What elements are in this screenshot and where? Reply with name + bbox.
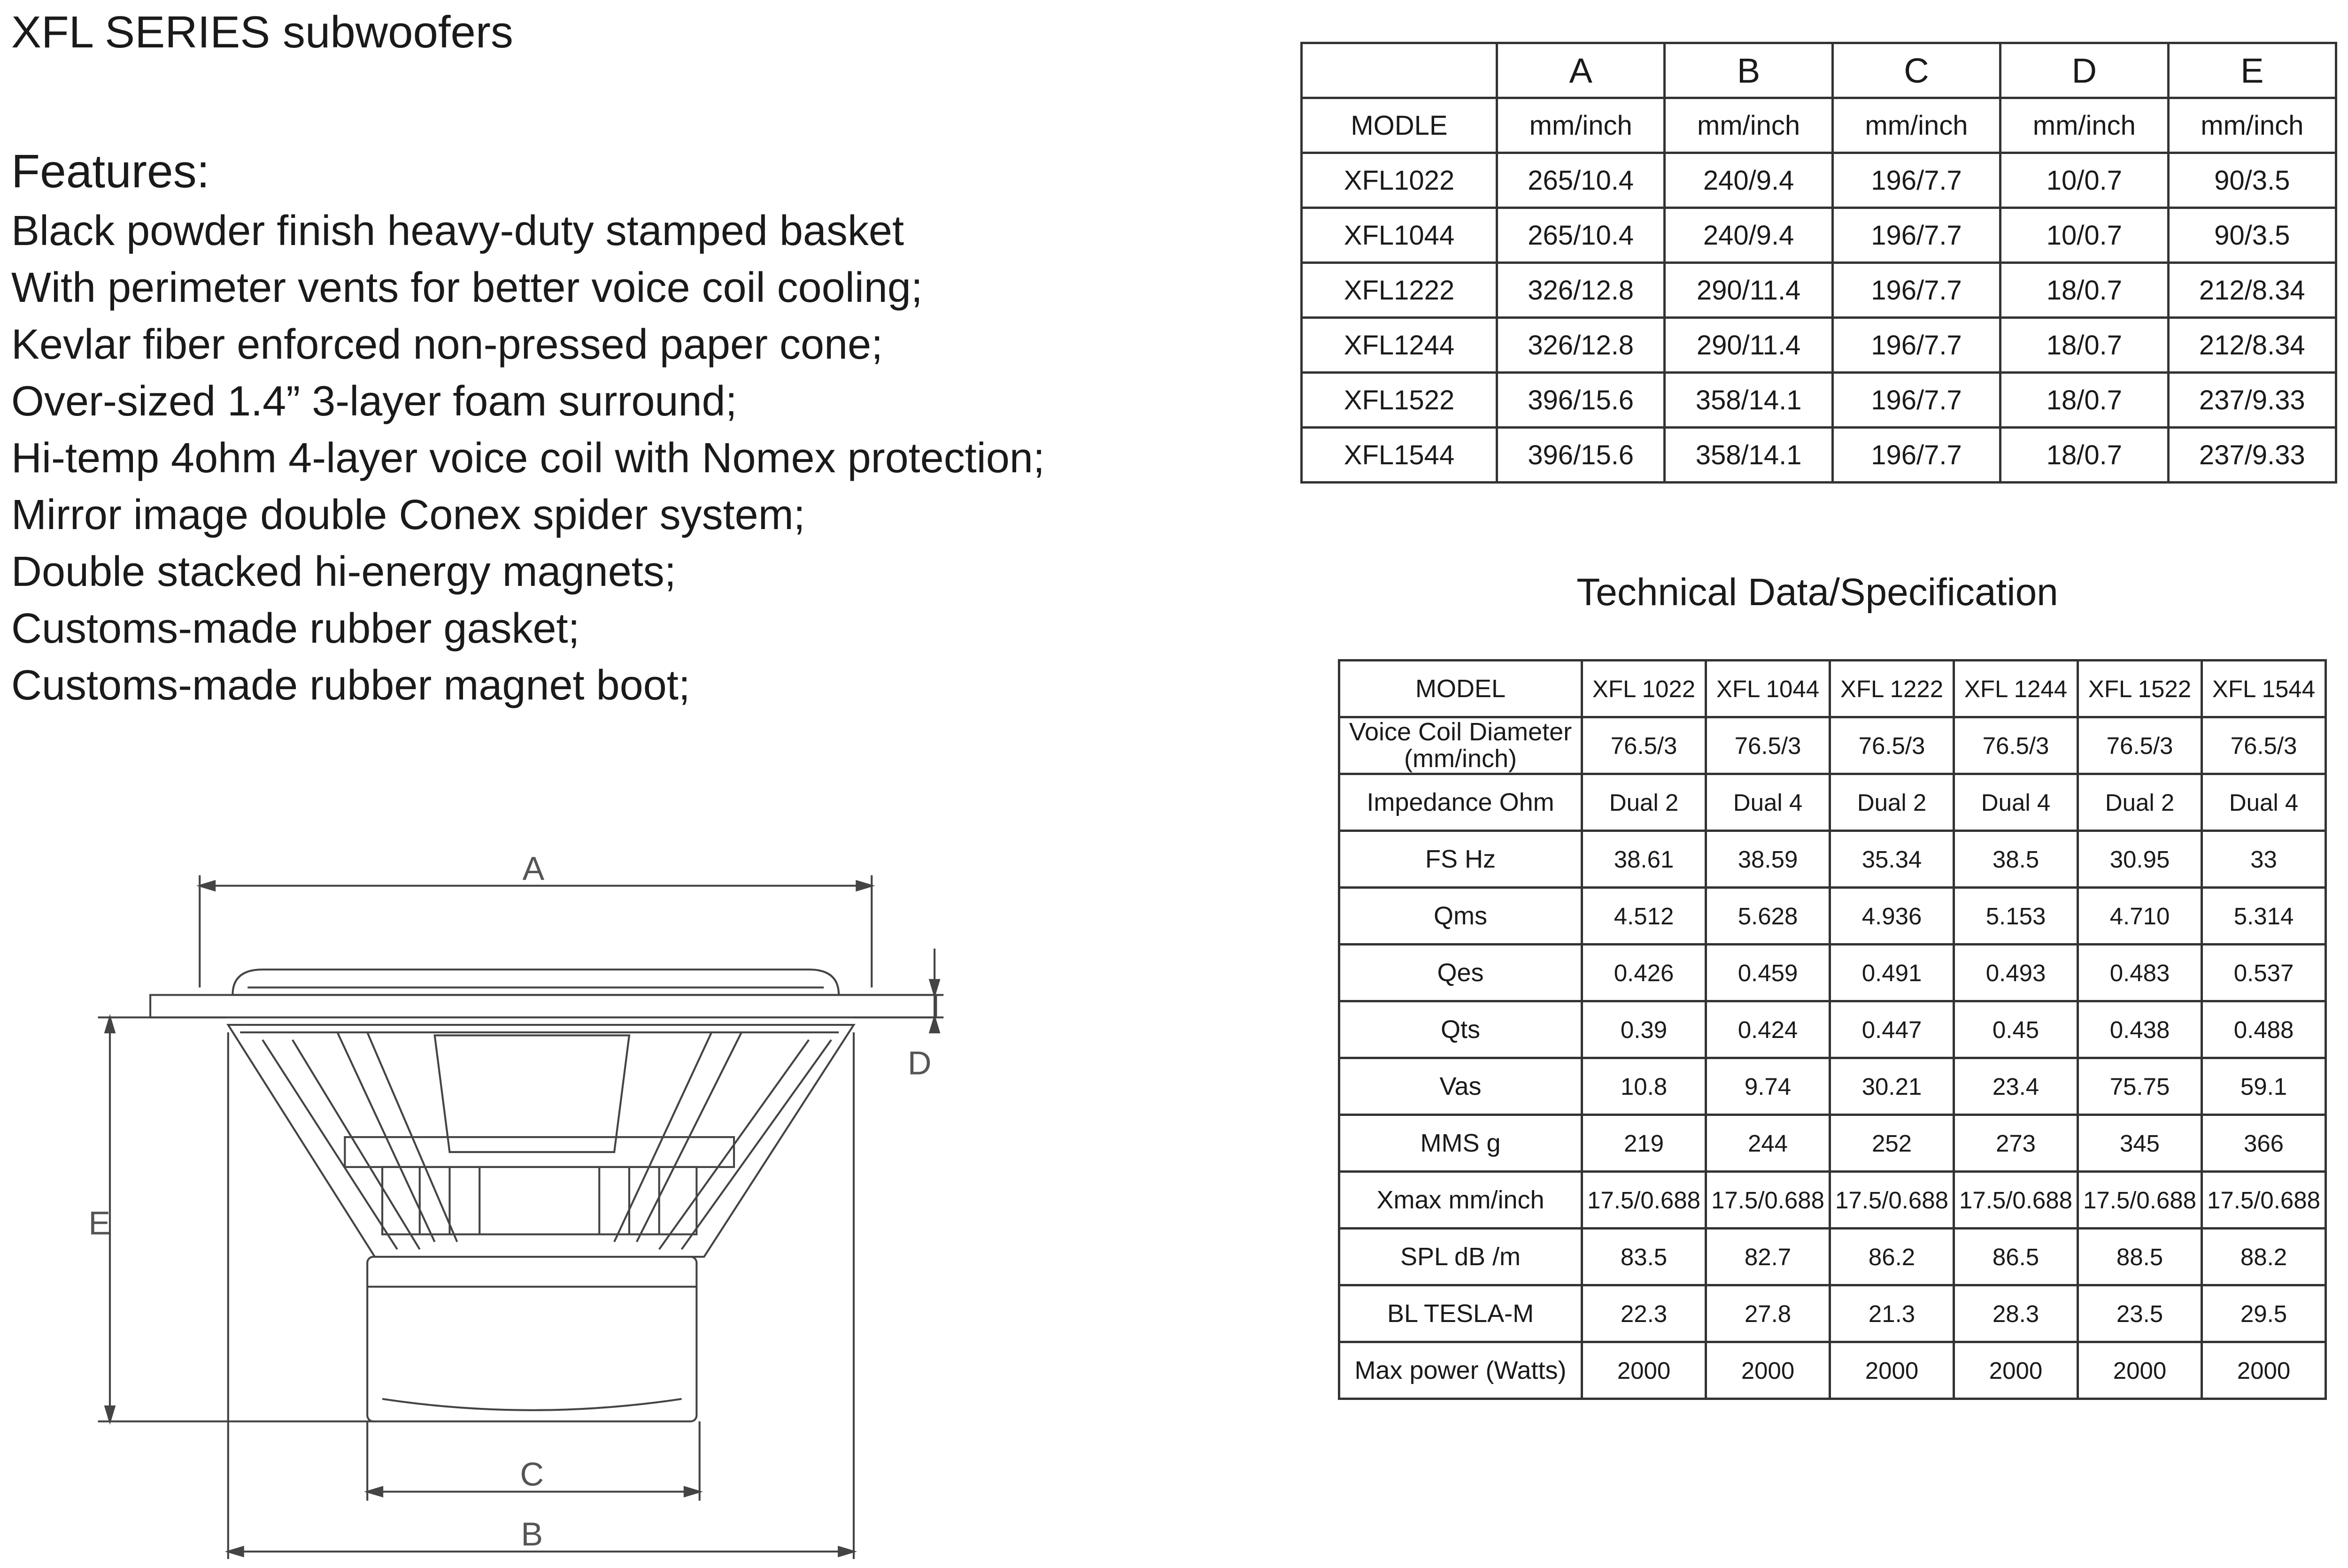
value-cell: 265/10.4	[1497, 208, 1665, 263]
value-cell: 17.5/0.688	[1706, 1172, 1830, 1229]
value-cell: 30.21	[1830, 1058, 1954, 1115]
value-cell: mm/inch	[1832, 98, 2000, 153]
value-cell: 4.936	[1830, 888, 1954, 945]
row-label-cell: Impedance Ohm	[1339, 774, 1582, 831]
value-cell: 0.45	[1954, 1001, 2078, 1058]
value-cell: 10/0.7	[2000, 208, 2168, 263]
value-cell: 5.153	[1954, 888, 2078, 945]
value-cell: 2000	[1582, 1342, 1706, 1399]
dimension-c	[367, 1422, 700, 1501]
value-cell: 358/14.1	[1665, 428, 1832, 483]
feature-item: With perimeter vents for better voice coil cooling;	[11, 264, 923, 311]
value-cell: 0.537	[2202, 945, 2326, 1001]
label-e: E	[88, 1205, 111, 1242]
value-cell: 35.34	[1830, 831, 1954, 888]
row-label-cell: Max power (Watts)	[1339, 1342, 1582, 1399]
value-cell: 2000	[2078, 1342, 2202, 1399]
feature-item: Over-sized 1.4” 3-layer foam surround;	[11, 378, 737, 425]
value-cell: 0.488	[2202, 1001, 2326, 1058]
value-cell: 18/0.7	[2000, 318, 2168, 373]
value-cell: 5.314	[2202, 888, 2326, 945]
value-cell: 17.5/0.688	[1582, 1172, 1706, 1229]
value-cell: 2000	[2202, 1342, 2326, 1399]
value-cell: 23.5	[2078, 1285, 2202, 1342]
value-cell: 290/11.4	[1665, 263, 1832, 318]
row-label-cell: Qts	[1339, 1001, 1582, 1058]
value-cell: Dual 4	[1706, 774, 1830, 831]
value-cell: 273	[1954, 1115, 2078, 1172]
row-label-cell: XFL1222	[1302, 263, 1497, 318]
label-d: D	[907, 1045, 932, 1082]
value-cell: D	[2000, 43, 2168, 98]
label-b: B	[521, 1516, 543, 1553]
value-cell: 4.512	[1582, 888, 1706, 945]
value-cell: mm/inch	[2168, 98, 2336, 153]
value-cell: 21.3	[1830, 1285, 1954, 1342]
value-cell: Dual 4	[2202, 774, 2326, 831]
value-cell: 2000	[1830, 1342, 1954, 1399]
value-cell: 196/7.7	[1832, 428, 2000, 483]
value-cell: 244	[1706, 1115, 1830, 1172]
row-label-cell: XFL1022	[1302, 153, 1497, 208]
value-cell: Dual 2	[1582, 774, 1706, 831]
value-cell: 76.5/3	[1954, 717, 2078, 774]
value-cell: 38.59	[1706, 831, 1830, 888]
row-label-cell: Voice Coil Diameter (mm/inch)	[1339, 717, 1582, 774]
value-cell: 18/0.7	[2000, 373, 2168, 428]
value-cell: 10/0.7	[2000, 153, 2168, 208]
value-cell: 9.74	[1706, 1058, 1830, 1115]
feature-item: Customs-made rubber magnet boot;	[11, 662, 690, 709]
value-cell: 0.424	[1706, 1001, 1830, 1058]
feature-item: Kevlar fiber enforced non-pressed paper cone;	[11, 321, 883, 368]
value-cell: 86.2	[1830, 1229, 1954, 1285]
value-cell: 212/8.34	[2168, 263, 2336, 318]
row-label-cell: XFL1244	[1302, 318, 1497, 373]
value-cell: 76.5/3	[1830, 717, 1954, 774]
row-label-cell: MODLE	[1302, 98, 1497, 153]
value-cell: XFL 1022	[1582, 661, 1706, 717]
value-cell: 0.39	[1582, 1001, 1706, 1058]
value-cell: mm/inch	[1665, 98, 1832, 153]
spec-title: Technical Data/Specification	[1576, 571, 2058, 614]
value-cell: 0.426	[1582, 945, 1706, 1001]
label-a: A	[522, 850, 545, 887]
value-cell: 396/15.6	[1497, 428, 1665, 483]
feature-item: Double stacked hi-energy magnets;	[11, 548, 676, 595]
value-cell: 2000	[1706, 1342, 1830, 1399]
value-cell: 17.5/0.688	[1830, 1172, 1954, 1229]
value-cell: 22.3	[1582, 1285, 1706, 1342]
value-cell: 90/3.5	[2168, 208, 2336, 263]
value-cell: 358/14.1	[1665, 373, 1832, 428]
value-cell: 237/9.33	[2168, 373, 2336, 428]
feature-item: Customs-made rubber gasket;	[11, 605, 580, 652]
dimension-e	[88, 1017, 375, 1421]
value-cell: 90/3.5	[2168, 153, 2336, 208]
value-cell: 38.61	[1582, 831, 1706, 888]
row-label-cell: XFL1522	[1302, 373, 1497, 428]
value-cell: 265/10.4	[1497, 153, 1665, 208]
value-cell: 59.1	[2202, 1058, 2326, 1115]
value-cell: 345	[2078, 1115, 2202, 1172]
value-cell: 196/7.7	[1832, 318, 2000, 373]
value-cell: 76.5/3	[2078, 717, 2202, 774]
value-cell: 396/15.6	[1497, 373, 1665, 428]
value-cell: 17.5/0.688	[2078, 1172, 2202, 1229]
value-cell: 0.438	[2078, 1001, 2202, 1058]
row-label-cell: MODEL	[1339, 661, 1582, 717]
value-cell: 219	[1582, 1115, 1706, 1172]
value-cell: mm/inch	[2000, 98, 2168, 153]
value-cell: XFL 1244	[1954, 661, 2078, 717]
row-label-cell: Qms	[1339, 888, 1582, 945]
value-cell: mm/inch	[1497, 98, 1665, 153]
value-cell: 33	[2202, 831, 2326, 888]
value-cell: XFL 1044	[1706, 661, 1830, 717]
value-cell: 17.5/0.688	[2202, 1172, 2326, 1229]
value-cell: 366	[2202, 1115, 2326, 1172]
value-cell: 237/9.33	[2168, 428, 2336, 483]
value-cell: B	[1665, 43, 1832, 98]
value-cell: 76.5/3	[1582, 717, 1706, 774]
value-cell: 252	[1830, 1115, 1954, 1172]
speaker-frame	[150, 969, 936, 1257]
value-cell: 23.4	[1954, 1058, 2078, 1115]
value-cell: 82.7	[1706, 1229, 1830, 1285]
row-label-cell: Vas	[1339, 1058, 1582, 1115]
value-cell: 212/8.34	[2168, 318, 2336, 373]
value-cell: 88.5	[2078, 1229, 2202, 1285]
value-cell: 83.5	[1582, 1229, 1706, 1285]
value-cell: Dual 2	[2078, 774, 2202, 831]
value-cell: 0.491	[1830, 945, 1954, 1001]
value-cell: 0.483	[2078, 945, 2202, 1001]
row-label-cell: XFL1044	[1302, 208, 1497, 263]
value-cell: 18/0.7	[2000, 263, 2168, 318]
value-cell: 10.8	[1582, 1058, 1706, 1115]
value-cell: 30.95	[2078, 831, 2202, 888]
value-cell: 240/9.4	[1665, 153, 1832, 208]
value-cell: 28.3	[1954, 1285, 2078, 1342]
value-cell: E	[2168, 43, 2336, 98]
row-label-cell: XFL1544	[1302, 428, 1497, 483]
value-cell: 75.75	[2078, 1058, 2202, 1115]
value-cell: 196/7.7	[1832, 373, 2000, 428]
feature-item: Black powder finish heavy-duty stamped basket	[11, 208, 904, 254]
page-title: XFL SERIES subwoofers	[11, 7, 513, 57]
value-cell: 76.5/3	[2202, 717, 2326, 774]
dimension-a	[200, 850, 872, 987]
row-label-cell: Xmax mm/inch	[1339, 1172, 1582, 1229]
value-cell: 196/7.7	[1832, 208, 2000, 263]
value-cell: Dual 2	[1830, 774, 1954, 831]
value-cell: XFL 1544	[2202, 661, 2326, 717]
value-cell: 38.5	[1954, 831, 2078, 888]
row-label-cell: FS Hz	[1339, 831, 1582, 888]
value-cell: 29.5	[2202, 1285, 2326, 1342]
value-cell: 196/7.7	[1832, 153, 2000, 208]
value-cell: 88.2	[2202, 1229, 2326, 1285]
value-cell: 5.628	[1706, 888, 1830, 945]
value-cell: XFL 1522	[2078, 661, 2202, 717]
row-label-cell: Qes	[1339, 945, 1582, 1001]
speaker-magnet	[367, 1257, 696, 1422]
value-cell: 0.459	[1706, 945, 1830, 1001]
label-c: C	[520, 1456, 544, 1493]
value-cell: 4.710	[2078, 888, 2202, 945]
value-cell: 196/7.7	[1832, 263, 2000, 318]
value-cell: XFL 1222	[1830, 661, 1954, 717]
value-cell: Dual 4	[1954, 774, 2078, 831]
row-label-cell: BL TESLA-M	[1339, 1285, 1582, 1342]
features-heading: Features:	[11, 145, 210, 198]
value-cell: 18/0.7	[2000, 428, 2168, 483]
value-cell: 76.5/3	[1706, 717, 1830, 774]
value-cell: 17.5/0.688	[1954, 1172, 2078, 1229]
value-cell: 27.8	[1706, 1285, 1830, 1342]
value-cell: 0.493	[1954, 945, 2078, 1001]
value-cell: 0.447	[1830, 1001, 1954, 1058]
value-cell: 240/9.4	[1665, 208, 1832, 263]
value-cell: 2000	[1954, 1342, 2078, 1399]
value-cell: A	[1497, 43, 1665, 98]
row-label-cell: SPL dB /m	[1339, 1229, 1582, 1285]
value-cell: 326/12.8	[1497, 263, 1665, 318]
value-cell: 86.5	[1954, 1229, 2078, 1285]
value-cell: 290/11.4	[1665, 318, 1832, 373]
feature-item: Mirror image double Conex spider system;	[11, 492, 805, 538]
value-cell: 326/12.8	[1497, 318, 1665, 373]
feature-item: Hi-temp 4ohm 4-layer voice coil with Nomex protection;	[11, 435, 1045, 482]
value-cell: C	[1832, 43, 2000, 98]
row-label-cell: MMS g	[1339, 1115, 1582, 1172]
